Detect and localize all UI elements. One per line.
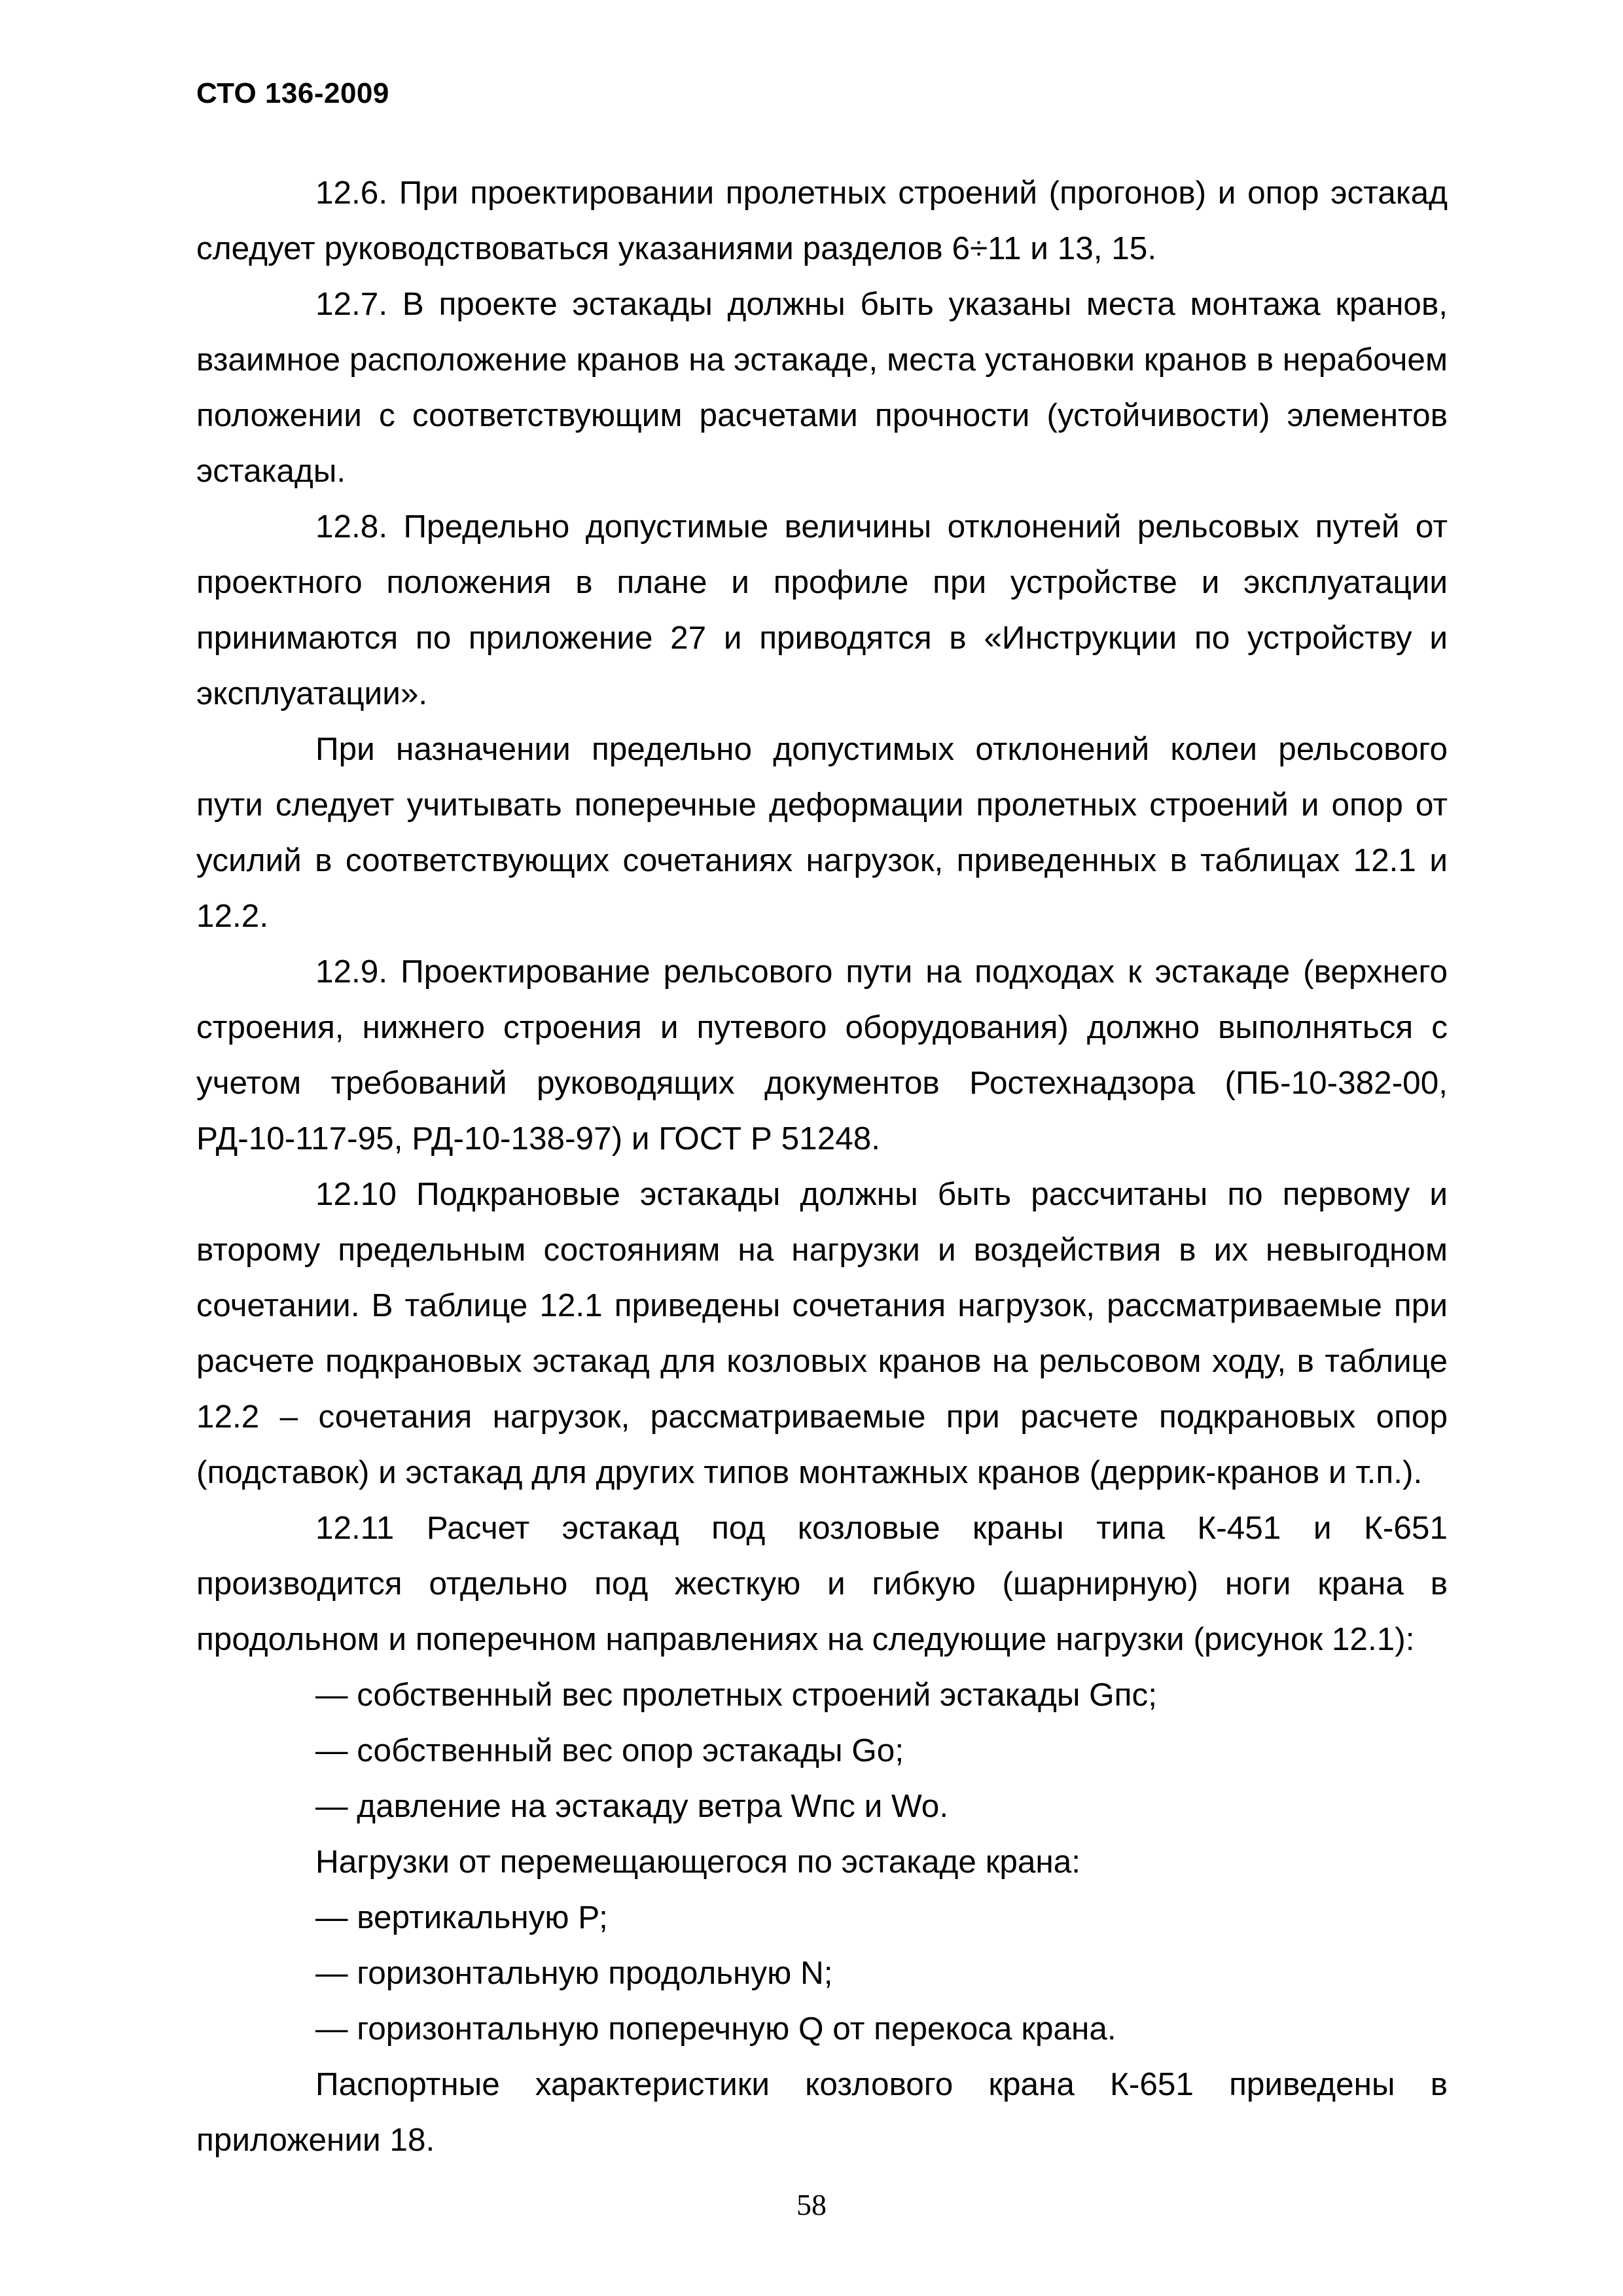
- paragraph-12-11: 12.11 Расчет эстакад под козловые краны типа К-451 и К-651 производится отдельно под жесткую и гибкую (шарнирную) ноги крана в продольном и поперечном направлениях на следующие нагрузки (рисунок 12.1):: [196, 1510, 1448, 1657]
- loads-list: [196, 1667, 1448, 1834]
- list-item: — горизонтальную продольную N;: [315, 1955, 833, 1991]
- list-item: — давление на эстакаду ветра Wпс и Wo.: [315, 1788, 949, 1824]
- list-item: — собственный вес опор эстакады Go;: [315, 1732, 904, 1768]
- paragraph-12-9: 12.9. Проектирование рельсового пути на подходах к эстакаде (верхнего строения, нижнего строения и путевого оборудования) должно выполняться с учетом требований руководящих документов Ростехнадзора (ПБ-10-382-00, РД-10-117-95, РД-10-138-97) и ГОСТ Р 51248.: [196, 954, 1448, 1157]
- body-text: [196, 165, 1448, 2168]
- paragraph-12-8-continued: При назначении предельно допустимых отклонений колеи рельсового пути следует учитывать поперечные деформации пролетных строений и опор от усилий в соответствующих сочетаниях нагрузок, приведенных в таблицах 12.1 и 12.2.: [196, 731, 1448, 934]
- paragraph-12-8: 12.8. Предельно допустимые величины отклонений рельсовых путей от проектного положения в плане и профиле при устройстве и эксплуатации принимаются по приложение 27 и приводятся в «Инструкции по устройству и эксплуатации».: [196, 509, 1448, 711]
- list-item: — вертикальную Р;: [315, 1899, 608, 1935]
- list-item: — горизонтальную поперечную Q от перекоса крана.: [315, 2011, 1116, 2047]
- list-item: — собственный вес пролетных строений эстакады Gпс;: [315, 1677, 1157, 1713]
- document-code: СТО 136-2009: [196, 77, 389, 109]
- crane-loads-intro: Нагрузки от перемещающегося по эстакаде крана:: [315, 1844, 1081, 1880]
- page-number: 58: [796, 2188, 827, 2221]
- paragraph-12-6: 12.6. При проектировании пролетных строений (прогонов) и опор эстакад следует руководствоваться указаниями разделов 6÷11 и 13, 15.: [196, 175, 1448, 266]
- paragraph-12-10: 12.10 Подкрановые эстакады должны быть рассчитаны по первому и второму предельным состояниям на нагрузки и воздействия в их невыгодном сочетании. В таблице 12.1 приведены сочетания нагрузок, рассматриваемые при расчете подкрановых эстакад для козловых кранов на рельсовом ходу, в таблице 12.2 – сочетания нагрузок, рассматриваемые при расчете подкрановых опор (подставок) и эстакад для других типов монтажных кранов (деррик-кранов и т.п.).: [196, 1176, 1448, 1490]
- crane-loads-list: [196, 1890, 1448, 2056]
- paragraph-passport: Паспортные характеристики козлового крана К-651 приведены в приложении 18.: [196, 2066, 1448, 2158]
- paragraph-12-7: 12.7. В проекте эстакады должны быть указаны места монтажа кранов, взаимное расположение кранов на эстакаде, места установки кранов в нерабочем положении с соответствующим расчетами прочности (устойчивости) элементов эстакады.: [196, 286, 1448, 489]
